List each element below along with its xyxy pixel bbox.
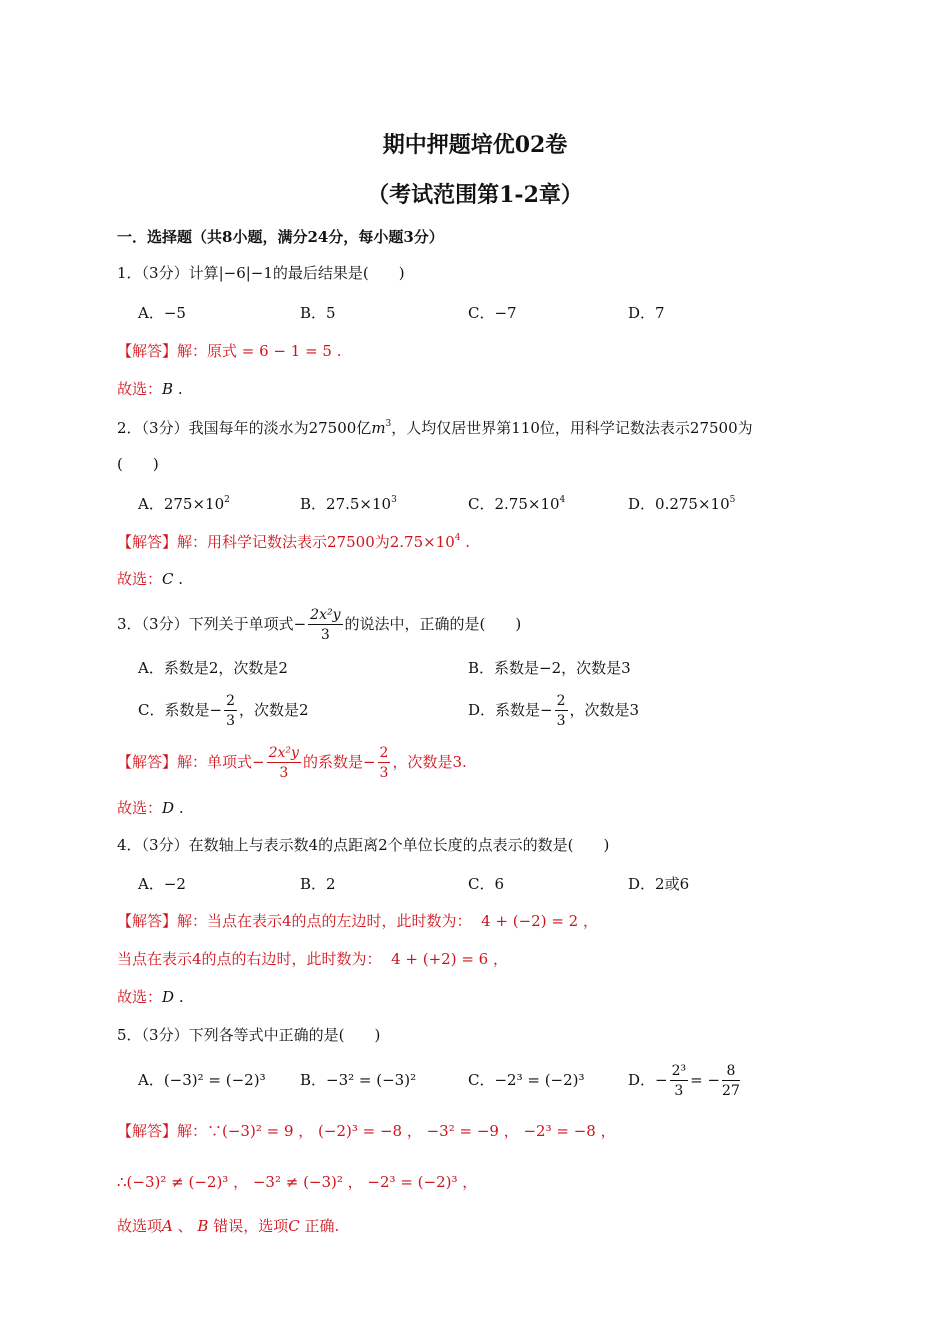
q5-answer-line-1: 【解答】解：∵(−3)² = 9 ， (−2)³ = −8 ， −3² = −9 ， −2³ = −8 ，	[117, 1122, 616, 1140]
q2-stem-part-a: 2．（3分）我国每年的淡水为27500亿	[117, 419, 372, 437]
q1-stem: 1．（3分）计算|−6|−1的最后结果是( )	[117, 264, 405, 282]
answer-tag: 【解答】	[117, 753, 178, 771]
q3-stem-part-b: 的说法中，正确的是( )	[344, 615, 522, 633]
answer-tag: 【解答】	[117, 912, 178, 930]
q2-answer: 【解答】解：用科学记数法表示27500为$2.75\times 10^4$ .	[117, 533, 471, 551]
choice-end: .	[173, 380, 183, 398]
q2-stem-bracket: ( )	[117, 455, 159, 473]
answer-tag: 【解答】	[117, 533, 178, 551]
q3-stem-part-a: 3．（3分）下列关于单项式	[117, 615, 294, 633]
section-heading: 一．选择题（共8小题，满分24分，每小题3分）	[117, 228, 444, 246]
answer-tag: 【解答】	[117, 342, 178, 360]
q4-choice: 故选：D .	[117, 988, 184, 1006]
q5-answer-line-2: ∴(−3)² ≠ (−2)³ ， −3² ≠ (−3)² ， −2³ = (−2)³ ，	[117, 1173, 478, 1191]
q2-option-c: C．$2.75\times 10^4$	[468, 495, 566, 513]
page-title: 期中押题培优02卷	[382, 132, 568, 158]
q3-answer: 【解答】解：单项式− $\frac{\text{2x²y}}{3}$ 的系数是− $\frac{2}{3}$ ，次数是3.	[117, 745, 467, 781]
q4-option-a: A．−2	[138, 875, 186, 893]
choice-label: 故选：	[117, 799, 163, 817]
q2-option-d: D．$0.275\times 10^5$	[628, 495, 736, 513]
q4-stem: 4．（3分）在数轴上与表示数4的点距离2个单位长度的点表示的数是( )	[117, 836, 610, 854]
q5-answer-line-3: 故选项A 、 B 错误，选项C 正确.	[117, 1217, 340, 1235]
q5-option-b: B．−3² = (−3)²	[300, 1071, 417, 1089]
q5-stem: 5．（3分）下列各等式中正确的是( )	[117, 1026, 381, 1044]
q1-option-b: B．5	[300, 304, 336, 322]
q1-choice	[117, 378, 183, 400]
answer-tag: 【解答】	[117, 1122, 178, 1140]
choice-letter: C	[162, 570, 174, 588]
q5-option-d: D．− $\frac{\text{2³}}{3}$ = − $\frac{8}{27}$	[628, 1063, 740, 1099]
q2-option-b: B．$27.5\times 10^3$	[300, 495, 397, 513]
q5-option-c: C．−2³ = (−2)³	[468, 1071, 585, 1089]
choice-label: 故选：	[117, 570, 163, 588]
answer-text: 解：用科学记数法表示27500为2.75×10	[177, 533, 455, 551]
q4-answer-line-1: 【解答】解：当点在表示4的点的左边时，此时数为： 4 + (−2) = 2 ，	[117, 912, 598, 930]
q1-option-d: D．7	[628, 304, 665, 322]
q3-choice: 故选：D .	[117, 799, 184, 817]
choice-letter: D	[162, 799, 175, 817]
choice-letter: D	[162, 988, 175, 1006]
q3-stem: 3．（3分）下列关于单项式− $\frac{\text{2x²y}}{3}$ 的说法中，正确的是( )	[117, 607, 522, 643]
page-subtitle: （考试范围第1-2章）	[367, 182, 583, 208]
q3-option-b: B．系数是−2，次数是3	[468, 659, 631, 677]
q1-option-a: A．−5	[138, 304, 186, 322]
q2-option-a: A．$275\times 10^2$	[138, 495, 230, 513]
q4-option-b: B．2	[300, 875, 336, 893]
choice-label: 故选：	[117, 988, 163, 1006]
q2-choice: 故选：C .	[117, 570, 184, 588]
q1-answer	[117, 340, 342, 362]
choice-letter: B	[162, 380, 174, 398]
q4-option-d: D．2或6	[628, 875, 690, 893]
q5-option-a: A．(−3)² = (−2)³	[138, 1071, 266, 1089]
q4-answer-line-2: 当点在表示4的点的右边时，此时数为： 4 + (+2) = 6 ，	[117, 950, 508, 968]
choice-label: 故选：	[117, 380, 163, 398]
q3-option-d: D．系数是− $\frac{2}{3}$ ，次数是3	[468, 693, 640, 729]
q3-option-c: C．系数是− $\frac{2}{3}$ ，次数是2	[138, 693, 309, 729]
answer-text: 解：原式 = 6 − 1 = 5 .	[177, 342, 342, 360]
q2-stem: 2．（3分）我国每年的淡水为27500亿$m^3$，人均仅居世界第110位，用科学记数法表示27500为	[117, 419, 753, 437]
q3-option-a: A．系数是2，次数是2	[138, 659, 288, 677]
q2-stem-part-b: ，人均仅居世界第110位，用科学记数法表示27500为	[391, 419, 753, 437]
q2-stem-unit: m	[371, 419, 386, 437]
q4-option-c: C．6	[468, 875, 505, 893]
q1-option-c: C．−7	[468, 304, 517, 322]
q3-monomial: $\frac{\text{2x²y}}{3}$	[310, 607, 341, 643]
